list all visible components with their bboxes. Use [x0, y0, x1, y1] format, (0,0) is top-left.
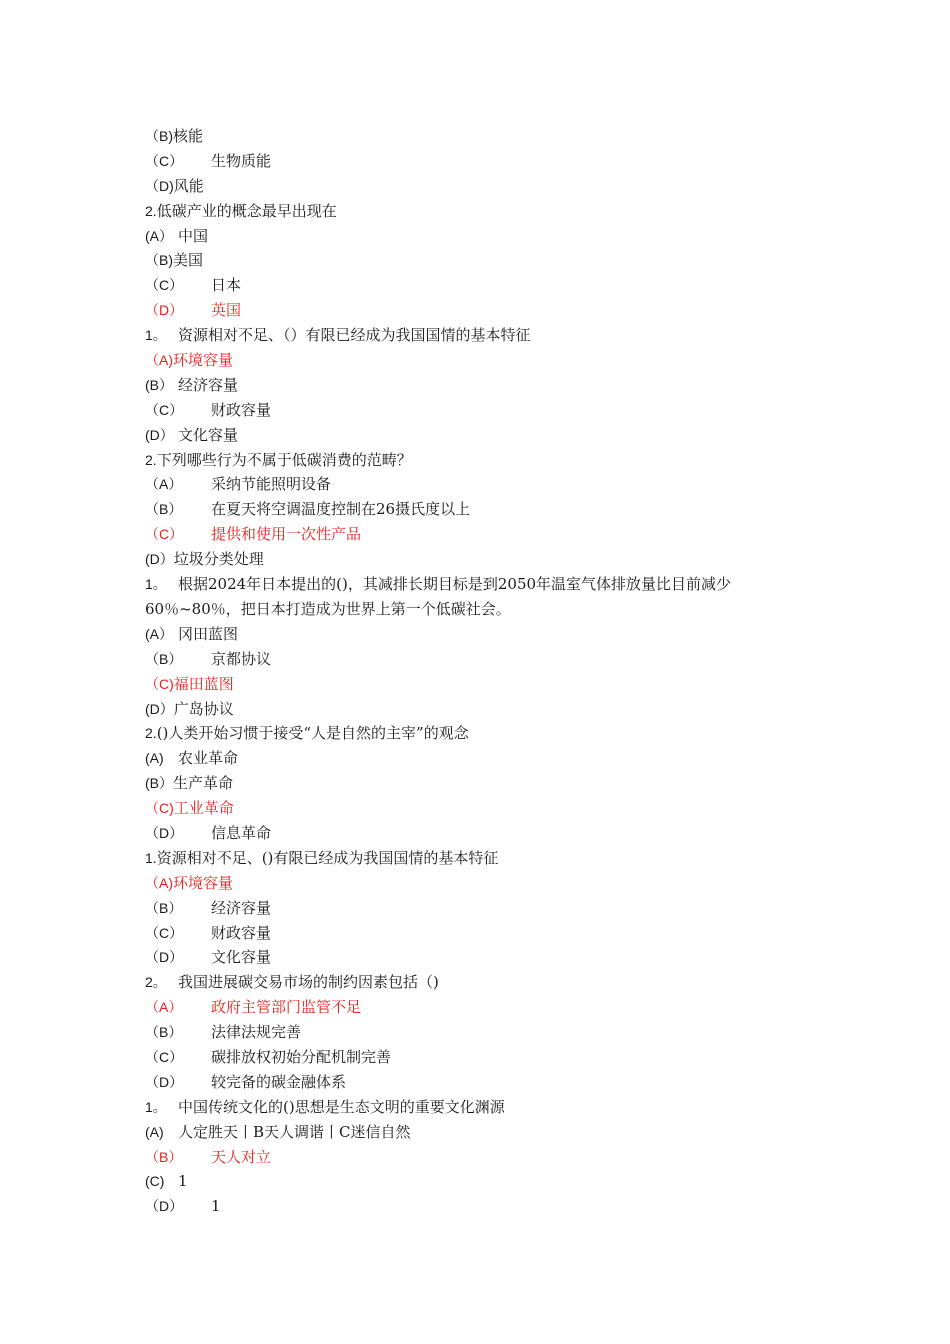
- document-line: [145, 423, 950, 448]
- line-label: (A): [145, 750, 164, 767]
- line-label: （C）: [145, 1048, 184, 1065]
- line-text: 提供和使用一次性产品: [211, 525, 362, 544]
- document-line: [145, 174, 950, 199]
- line-label: （C）: [145, 526, 184, 543]
- document-line: [145, 522, 950, 547]
- document-line: [145, 248, 950, 273]
- document-line: [145, 1169, 950, 1194]
- line-label: 1。: [145, 576, 167, 593]
- document-line: [145, 771, 950, 796]
- line-label: （B）: [145, 899, 183, 916]
- line-label: 2.: [145, 202, 157, 219]
- document-line: [145, 1095, 950, 1120]
- line-text: 根据2024年日本提出的()，其减排长期目标是到2050年温室气体排放量比目前减少60％~80％，把日本打造成为世界上第一个低碳社会。: [145, 575, 732, 618]
- line-label: (A）: [145, 227, 173, 244]
- document-line: [145, 796, 950, 821]
- line-label: (D）: [145, 426, 174, 443]
- document-line: [145, 821, 950, 846]
- line-label: （A）: [145, 476, 183, 493]
- line-label: （A）: [145, 999, 183, 1016]
- line-label: 1。: [145, 327, 167, 344]
- line-text: 环境容量: [173, 351, 234, 370]
- line-text: 在夏天将空调温度控制在26摄氏度以上: [211, 500, 471, 519]
- line-text: 采纳节能照明设备: [211, 475, 332, 494]
- document-line: [145, 1045, 950, 1070]
- line-text: 资源相对不足、（）有限已经成为我国国情的基本特征: [178, 326, 531, 345]
- line-text: ()人类开始习惯于接受“人是自然的主宰”的观念: [156, 724, 469, 743]
- line-label: 2.: [145, 725, 157, 742]
- line-text: 冈田蓝图: [178, 624, 239, 643]
- line-label: （B）: [145, 1148, 183, 1165]
- document-line: [145, 647, 950, 672]
- line-label: （B): [145, 252, 173, 269]
- document-line: [145, 1070, 950, 1095]
- line-label: (B）: [145, 775, 173, 792]
- line-label: (A): [145, 1123, 164, 1140]
- line-text: 日本: [211, 276, 242, 295]
- line-label: （C）: [145, 401, 184, 418]
- document-page: [0, 124, 950, 1219]
- line-text: 1: [211, 1197, 221, 1216]
- line-text: 经济容量: [211, 898, 272, 917]
- line-text: 法律法规完善: [211, 1023, 302, 1042]
- line-label: （D）: [145, 949, 184, 966]
- line-label: （B): [145, 128, 173, 144]
- line-label: （A): [145, 352, 173, 369]
- line-label: (C): [145, 1173, 165, 1190]
- line-label: （C）: [145, 152, 184, 169]
- line-text: 核能: [173, 127, 204, 145]
- line-text: 京都协议: [211, 649, 272, 668]
- document-line: [145, 871, 950, 896]
- line-label: （B）: [145, 650, 183, 667]
- document-line: [145, 921, 950, 946]
- document-line: [145, 472, 950, 497]
- line-text: 人定胜天丨B天人调谐丨C迷信自然: [178, 1122, 411, 1141]
- document-line: [145, 896, 950, 921]
- line-label: (D）: [145, 700, 174, 717]
- document-line: [145, 622, 950, 647]
- line-label: （D）: [145, 1198, 184, 1215]
- line-text: 广岛协议: [173, 699, 234, 718]
- line-text: 生物质能: [211, 151, 272, 170]
- line-text: 福田蓝图: [173, 674, 234, 693]
- document-line: [145, 721, 950, 746]
- line-text: 较完备的碳金融体系: [211, 1072, 347, 1091]
- line-text: 低碳产业的概念最早出现在: [156, 201, 337, 220]
- line-text: 文化容量: [211, 948, 272, 967]
- line-label: （C）: [145, 277, 184, 294]
- document-line: [145, 224, 950, 249]
- line-label: （B）: [145, 501, 183, 518]
- document-line: [145, 547, 950, 572]
- document-line: [145, 697, 950, 722]
- line-text: 工业革命: [173, 799, 234, 818]
- document-line: [145, 323, 950, 348]
- line-label: （C): [145, 800, 174, 817]
- document-line: [145, 124, 950, 149]
- line-text: 生产革命: [173, 774, 234, 793]
- document-line: [145, 273, 950, 298]
- line-text: 中国传统文化的()思想是生态文明的重要文化渊源: [178, 1097, 505, 1116]
- line-label: （C）: [145, 924, 184, 941]
- line-text: 下列哪些行为不属于低碳消费的范畴？: [156, 450, 412, 469]
- line-label: 2。: [145, 974, 167, 991]
- document-line: [145, 199, 950, 224]
- document-line: [145, 497, 950, 522]
- line-text: 资源相对不足、()有限已经成为我国国情的基本特征: [156, 848, 499, 867]
- line-label: (B）: [145, 376, 173, 393]
- document-line: [145, 373, 950, 398]
- line-text: 风能: [173, 176, 204, 195]
- document-line: [145, 572, 810, 622]
- line-text: 信息革命: [211, 823, 272, 842]
- document-line: [145, 945, 950, 970]
- line-text: 1: [178, 1172, 188, 1191]
- line-text: 中国: [178, 226, 209, 245]
- document-line: [145, 298, 950, 323]
- document-line: [145, 448, 950, 473]
- line-label: （D): [145, 177, 174, 194]
- line-label: （B）: [145, 1024, 183, 1041]
- line-text: 环境容量: [173, 873, 234, 892]
- line-label: (D）: [145, 551, 174, 568]
- line-label: （A): [145, 874, 173, 891]
- document-line: [145, 672, 950, 697]
- line-label: （D）: [145, 302, 184, 319]
- line-label: 2.: [145, 451, 157, 468]
- line-label: （C): [145, 675, 174, 692]
- line-text: 英国: [211, 301, 242, 320]
- document-line: [145, 995, 950, 1020]
- document-line: [145, 1020, 950, 1045]
- line-text: 经济容量: [178, 375, 239, 394]
- line-text: 农业革命: [178, 749, 239, 768]
- line-text: 垃圾分类处理: [173, 550, 264, 569]
- line-text: 文化容量: [178, 425, 239, 444]
- line-label: (A）: [145, 625, 173, 642]
- document-line: [145, 398, 950, 423]
- document-line: [145, 348, 950, 373]
- line-label: （D）: [145, 1073, 184, 1090]
- document-line: [145, 1120, 950, 1145]
- line-text: 碳排放权初始分配机制完善: [211, 1047, 392, 1066]
- line-label: 1。: [145, 1098, 167, 1115]
- document-line: [145, 746, 950, 771]
- line-text: 我国进展碳交易市场的制约因素包括（): [178, 973, 439, 992]
- line-text: 政府主管部门监管不足: [211, 998, 362, 1017]
- line-text: 财政容量: [211, 400, 272, 419]
- line-text: 天人对立: [211, 1147, 272, 1166]
- document-line: [145, 970, 950, 995]
- line-label: 1.: [145, 849, 157, 866]
- line-text: 美国: [173, 251, 204, 270]
- document-line: [145, 846, 950, 871]
- document-line: [145, 1145, 950, 1170]
- line-text: 财政容量: [211, 923, 272, 942]
- document-line: [145, 1194, 950, 1219]
- document-line: [145, 149, 950, 174]
- line-label: （D）: [145, 824, 184, 841]
